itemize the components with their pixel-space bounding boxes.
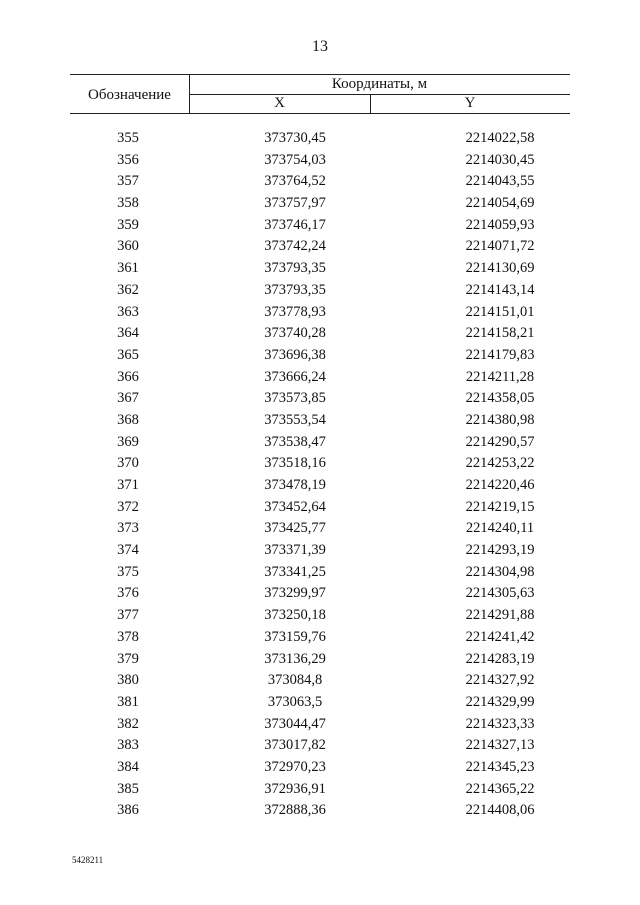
x-coordinate: 373159,76 [264,628,326,645]
x-coordinate: 373757,97 [264,195,326,212]
coordinates-table-body [70,129,570,823]
table-row [70,650,570,672]
y-coordinate: 2214130,69 [465,260,535,277]
point-id: 370 [117,455,139,472]
x-coordinate: 373250,18 [264,607,326,624]
point-id: 363 [117,303,139,320]
point-id: 385 [117,780,139,797]
y-coordinate: 2214329,99 [465,693,535,710]
table-row [70,780,570,802]
point-id: 374 [117,542,139,559]
point-id: 356 [117,151,139,168]
y-coordinate: 2214290,57 [465,433,535,450]
y-coordinate: 2214211,28 [465,368,535,385]
point-id: 364 [117,325,139,342]
point-id: 375 [117,563,139,580]
table-row [70,303,570,325]
x-coordinate: 373746,17 [264,216,326,233]
y-coordinate: 2214059,93 [465,216,535,233]
x-coordinate: 373742,24 [264,238,326,255]
x-column-header: X [274,95,285,111]
y-coordinate: 2214179,83 [465,346,535,363]
y-coordinate: 2214304,98 [465,563,535,580]
point-id: 357 [117,173,139,190]
y-column-header: Y [464,95,476,111]
y-coordinate: 2214408,06 [465,802,535,819]
x-coordinate: 373371,39 [264,542,326,559]
x-coordinate: 373452,64 [264,498,326,515]
y-coordinate: 2214283,19 [465,650,535,667]
y-coordinate: 2214380,98 [465,411,535,428]
table-row [70,324,570,346]
y-coordinate: 2214054,69 [465,195,535,212]
point-id: 358 [117,195,139,212]
y-coordinate: 2214291,88 [465,607,535,624]
point-id: 360 [117,238,139,255]
point-id: 381 [117,693,139,710]
y-coordinate: 2214219,15 [465,498,535,515]
point-id: 373 [117,520,139,537]
table-row [70,671,570,693]
x-coordinate: 373666,24 [264,368,326,385]
point-id: 383 [117,737,139,754]
point-id: 384 [117,758,139,775]
table-row [70,346,570,368]
point-id: 386 [117,802,139,819]
header-bottom-rule [70,113,570,114]
x-coordinate: 373778,93 [264,303,326,320]
table-row [70,715,570,737]
point-id: 367 [117,390,139,407]
y-coordinate: 2214143,14 [465,281,535,298]
x-coordinate: 373553,54 [264,411,326,428]
table-row [70,281,570,303]
table-row [70,433,570,455]
table-row [70,172,570,194]
point-id: 369 [117,433,139,450]
x-coordinate: 373341,25 [264,563,326,580]
table-row [70,389,570,411]
point-id: 368 [117,411,139,428]
x-coordinate: 372888,36 [264,802,326,819]
table-row [70,606,570,628]
x-coordinate: 373044,47 [264,715,326,732]
x-coordinate: 373017,82 [264,737,326,754]
y-coordinate: 2214022,58 [465,130,535,146]
y-coordinate: 2214220,46 [465,477,535,493]
x-coordinate: 373084,8 [267,672,323,689]
y-coordinate: 2214305,63 [465,585,535,602]
point-id: 355 [117,130,139,146]
table-row [70,454,570,476]
x-coordinate: 373478,19 [264,477,326,493]
x-coordinate: 373696,38 [264,346,326,363]
point-id: 382 [117,715,139,732]
table-row [70,129,570,151]
table-row [70,194,570,216]
table-row [70,693,570,715]
point-id: 380 [117,672,139,689]
table-row [70,151,570,173]
table-row [70,216,570,238]
x-coordinate: 373425,77 [264,520,326,537]
table-header [70,74,570,113]
point-id: 362 [117,281,139,298]
y-coordinate: 2214241,42 [465,628,535,645]
x-coordinate: 372970,23 [264,758,326,775]
x-coordinate: 373793,35 [264,281,326,298]
x-coordinate: 373518,16 [264,455,326,472]
point-id: 379 [117,650,139,667]
table-row [70,411,570,433]
table-row [70,541,570,563]
table-row [70,736,570,758]
y-coordinate: 2214071,72 [465,238,535,255]
y-coordinate: 2214240,11 [465,520,535,537]
point-id: 359 [117,216,139,233]
x-coordinate: 373299,97 [264,585,326,602]
y-coordinate: 2214158,21 [465,325,535,342]
x-coordinate: 373573,85 [264,390,326,407]
designation-header: Обозначение [88,87,171,103]
point-id: 366 [117,368,139,385]
x-coordinate: 373063,5 [267,693,323,710]
y-coordinate: 2214043,55 [465,173,535,190]
y-coordinate: 2214323,33 [465,715,535,732]
point-id: 365 [117,346,139,363]
y-coordinate: 2214358,05 [465,390,535,407]
table-row [70,237,570,259]
x-coordinate: 372936,91 [264,780,326,797]
x-coordinate: 373730,45 [264,130,326,146]
x-coordinate: 373764,52 [264,173,326,190]
y-coordinate: 2214345,23 [465,758,535,775]
table-row [70,476,570,498]
x-coordinate: 373538,47 [264,433,326,450]
table-row [70,758,570,780]
y-coordinate: 2214365,22 [465,780,535,797]
y-coordinate: 2214293,19 [465,542,535,559]
table-row [70,368,570,390]
x-coordinate: 373793,35 [264,260,326,277]
point-id: 376 [117,585,139,602]
point-id: 372 [117,498,139,515]
y-coordinate: 2214253,22 [465,455,535,472]
page-number: 13 [312,38,328,55]
table-row [70,259,570,281]
x-coordinate: 373136,29 [264,650,326,667]
document-code: 5428211 [72,855,104,865]
table-row [70,628,570,650]
header-top-rule [70,74,570,75]
table-row [70,801,570,823]
x-coordinate: 373754,03 [264,151,326,168]
x-coordinate: 373740,28 [264,325,326,342]
point-id: 377 [117,607,139,624]
y-coordinate: 2214327,13 [465,737,535,754]
table-row [70,584,570,606]
y-coordinate: 2214151,01 [465,303,535,320]
y-coordinate: 2214327,92 [465,672,535,689]
table-row [70,498,570,520]
point-id: 361 [117,260,139,277]
y-coordinate: 2214030,45 [465,151,535,168]
table-row [70,563,570,585]
point-id: 371 [117,477,139,493]
point-id: 378 [117,628,139,645]
coordinates-header: Координаты, м [331,76,428,92]
table-row [70,519,570,541]
